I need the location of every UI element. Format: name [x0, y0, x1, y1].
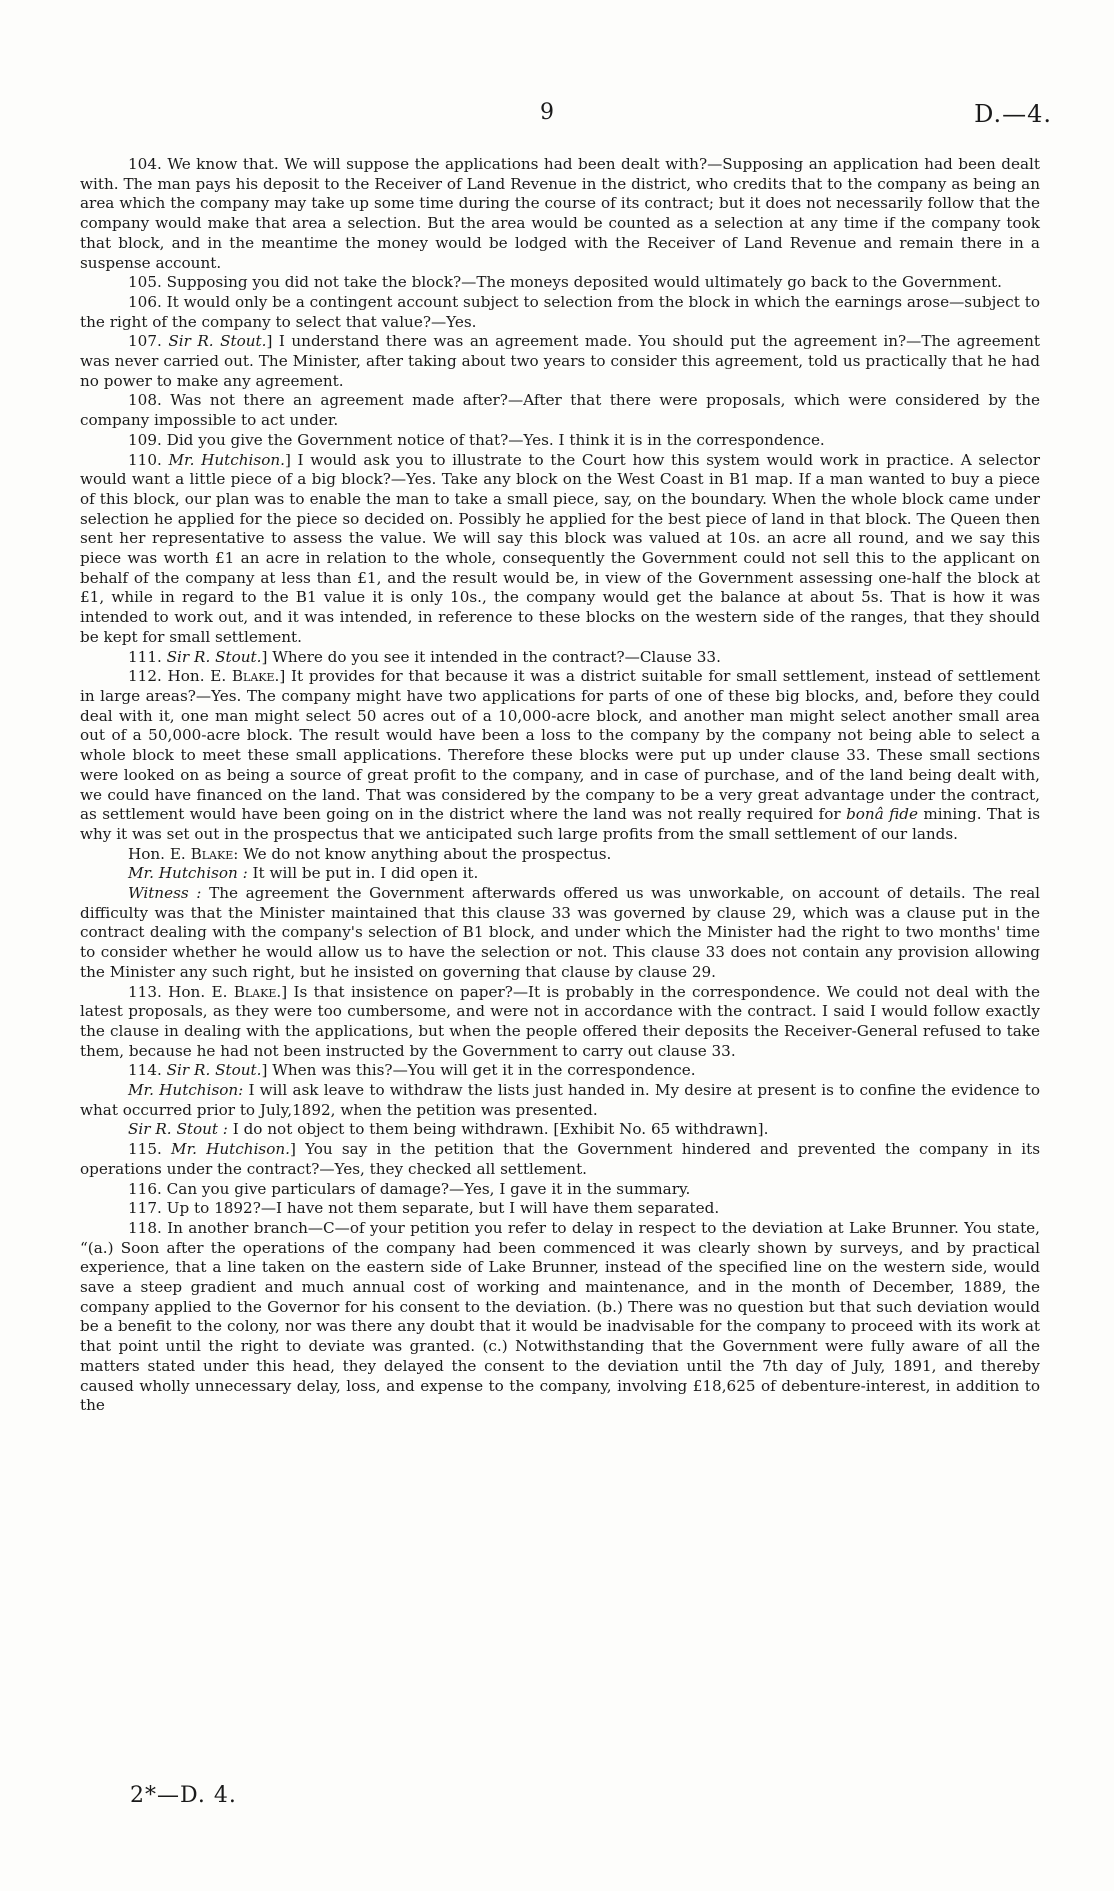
paragraph-text-continued: mining. That is why it was set out in the prospectus that we anticipated such large profits from the small settlement of our lands.: [80, 805, 1040, 843]
paragraph-text: ] Where do you see it intended in the contract?—Clause 33.: [261, 647, 721, 666]
question-number: 112.: [128, 667, 162, 686]
paragraph-text: ] You say in the petition that the Government hindered and prevented the company in its operations under the contract?—Yes, they checked all settlement.: [80, 1140, 1040, 1178]
speaker-name: Sir R. Stout :: [128, 1120, 228, 1139]
paragraph-116: 116. Can you give particulars of damage?—Yes, I gave it in the summary.: [128, 1179, 691, 1198]
question-number: 110.: [128, 450, 162, 469]
paragraph-text: The agreement the Government afterwards offered us was unworkable, on account of details. The real difficulty was that the Minister maintained that this clause 33 was governed by clause 29, which was a clause put in the contract dealing with the company's selection of B1 block, and under which the Minister had the right to two months' time to consider whether he would allow us to have the selection or not. This clause 33 does not contain any provision allowing the Minister any such right, but he insisted on governing that clause by clause 29.: [80, 884, 1040, 981]
page-number: 9: [540, 100, 554, 125]
question-number: 111.: [128, 647, 162, 666]
speaker-title: Hon. E.: [167, 667, 232, 686]
paragraph-104: 104. We know that. We will suppose the applications had been dealt with?—Supposing an application had been dealt with. The man pays his deposit to the Receiver of Land Revenue in the district, who credits that to the company as being an area which the company may take up some time during the course of its contract; but it does not necessarily follow that the company would make that area a selection. But the area would be counted as a selection at any time if the company took that block, and in the meantime the money would be lodged with the Receiver of Land Revenue and remain there in a suspense account.: [80, 155, 1040, 272]
question-number: 107.: [128, 332, 162, 351]
paragraph-text: ] I would ask you to illustrate to the Court how this system would work in practice. A selector would want a little piece of a big block?—Yes. Take any block on the West Coast in B1 map. If a man wanted to buy a piece of this block, our plan was to enable the man to take a small piece, say, on the boundary. When the whole block came under selection he applied for the piece so decided on. Possibly he applied for the best piece of land in that block. The Queen then sent her representative to assess the value. We will say this block was valued at 10s. an acre all round, and we say this piece was worth £1 an acre in relation to the whole, consequently the Government could not sell this to the applicant on behalf of the company at less than £1, and the result would be, in view of the Government assessing one-half the block at £1, while in regard to the B1 value it is only 10s., the company would get the balance at about 5s. That is how it was intended to work out, and it was intended, in reference to these blocks on the western side of the ranges, that they should be kept for small settlement.: [80, 450, 1041, 646]
paragraph-text: .] It provides for that because it was a district suitable for small settlement, instead of settlement in large areas?—Yes. The company might have two applications for parts of one of these big blocks, and, before they could deal with it, one man might select 50 acres out of a 10,000-acre block, and another man might select another small area out of a 50,000-acre block. The result would have been a loss to the company by the company not being able to select a whole block to meet these small applications. Therefore these blocks were put up under clause 33. These small sections were looked on as being a source of great profit to the company, and in case of purchase, and of the land being dealt with, we could have financed on the land. That was considered by the company to be a very great advantage under the contract, as settlement would have been going on in the district where the land was not really required for: [80, 667, 1041, 824]
paragraph-hutchison-remark: [80, 864, 1040, 884]
paragraph-112: [80, 667, 1040, 844]
speaker-name: Sir R. Stout.: [166, 647, 262, 666]
paragraph-106: 106. It would only be a contingent account subject to selection from the block in which the earnings arose—subject to the right of the company to select that value?—Yes.: [80, 292, 1040, 331]
paragraph-118: 118. In another branch—C—of your petition you refer to delay in respect to the deviation at Lake Brunner. You state, “(a.) Soon after the operations of the company had been commenced it was clearly shown by surveys, and by practical experience, that a line taken on the eastern side of Lake Brunner, instead of the specified line on the western side, would save a steep gradient and much annual cost of working and maintenance, and in the month of December, 1889, the company applied to the Governor for his consent to the deviation. (b.) There was no question but that such deviation would be a benefit to the colony, nor was there any doubt that it would be inadvisable for the company to proceed with its work at that point until the right to deviate was granted. (c.) Notwithstanding that the Government were fully aware of all the matters stated under this head, they delayed the consent to the deviation until the 7th day of July, 1891, and thereby caused wholly unnecessary delay, loss, and expense to the company, involving £18,625 of debenture-interest, in addition to the: [80, 1218, 1040, 1415]
paragraph-witness-statement: [80, 884, 1040, 983]
paragraph-109: 109. Did you give the Government notice of that?—Yes. I think it is in the correspondence.: [128, 430, 825, 449]
paragraph-text: ] When was this?—You will get it in the correspondence.: [261, 1061, 696, 1080]
paragraph-115: [80, 1140, 1040, 1179]
paragraph-text: : We do not know anything about the prospectus.: [233, 844, 612, 863]
italic-phrase: bonâ fide: [846, 805, 918, 824]
speaker-title: Hon. E.: [168, 982, 234, 1001]
paragraph-111: [80, 648, 1040, 668]
speaker-name: Sir R. Stout.: [166, 1061, 262, 1080]
paragraph-text: I will ask leave to withdraw the lists just handed in. My desire at present is to confine the evidence to what occurred prior to July,1892, when the petition was presented.: [80, 1081, 1040, 1119]
speaker-name: Mr. Hutchison.: [171, 1140, 290, 1159]
speaker-name: Mr. Hutchison :: [128, 864, 248, 883]
paragraph-text: It will be put in. I did open it.: [247, 864, 479, 883]
speaker-name: Witness :: [128, 884, 202, 903]
speaker-surname: Blake: [231, 667, 275, 686]
evidence-text: [80, 155, 1040, 1416]
paragraph-117: 117. Up to 1892?—I have not them separate, but I will have them separated.: [128, 1199, 720, 1218]
question-number: 115.: [128, 1140, 162, 1159]
paragraph-hutchison-withdraw: [80, 1081, 1040, 1120]
paragraph-blake-remark: [80, 845, 1040, 865]
question-number: 113.: [128, 982, 162, 1001]
paragraph-107: [80, 332, 1040, 391]
paragraph-113: [80, 983, 1040, 1062]
paragraph-108: 108. Was not there an agreement made after?—After that there were proposals, which were considered by the company impossible to act under.: [80, 391, 1040, 430]
paragraph-110: [80, 451, 1040, 648]
signature-mark: 2*—D. 4.: [130, 1783, 237, 1808]
speaker-name: Mr. Hutchison:: [128, 1081, 244, 1100]
paragraph-text: ] I understand there was an agreement made. You should put the agreement in?—The agreement was never carried out. The Minister, after taking about two years to consider this agreement, told us practically that he had no power to make any agreement.: [80, 332, 1041, 390]
paragraph-114: [80, 1061, 1040, 1081]
paragraph-text: I do not object to them being withdrawn. [Exhibit No. 65 withdrawn].: [227, 1120, 769, 1139]
document-reference: D.—4.: [974, 100, 1052, 128]
question-number: 114.: [128, 1061, 162, 1080]
speaker-surname: Blake: [190, 844, 234, 863]
speaker-name: Mr. Hutchison.: [168, 450, 285, 469]
paragraph-stout-remark: [80, 1120, 1040, 1140]
page-header: [0, 100, 1114, 140]
paragraph-text: .] Is that insistence on paper?—It is probably in the correspondence. We could not deal with the latest proposals, as they were too cumbersome, and were not in accordance with the contract. I said I would follow exactly the clause in dealing with the applications, but when the people offered their deposits the Receiver-General refused to take them, because he had not been instructed by the Government to carry out clause 33.: [80, 982, 1040, 1060]
speaker-name: Sir R. Stout.: [168, 332, 267, 351]
paragraph-105: 105. Supposing you did not take the block?—The moneys deposited would ultimately go back to the Government.: [128, 273, 1002, 292]
speaker-surname: Blake: [233, 982, 277, 1001]
speaker-title: Hon. E.: [128, 844, 191, 863]
